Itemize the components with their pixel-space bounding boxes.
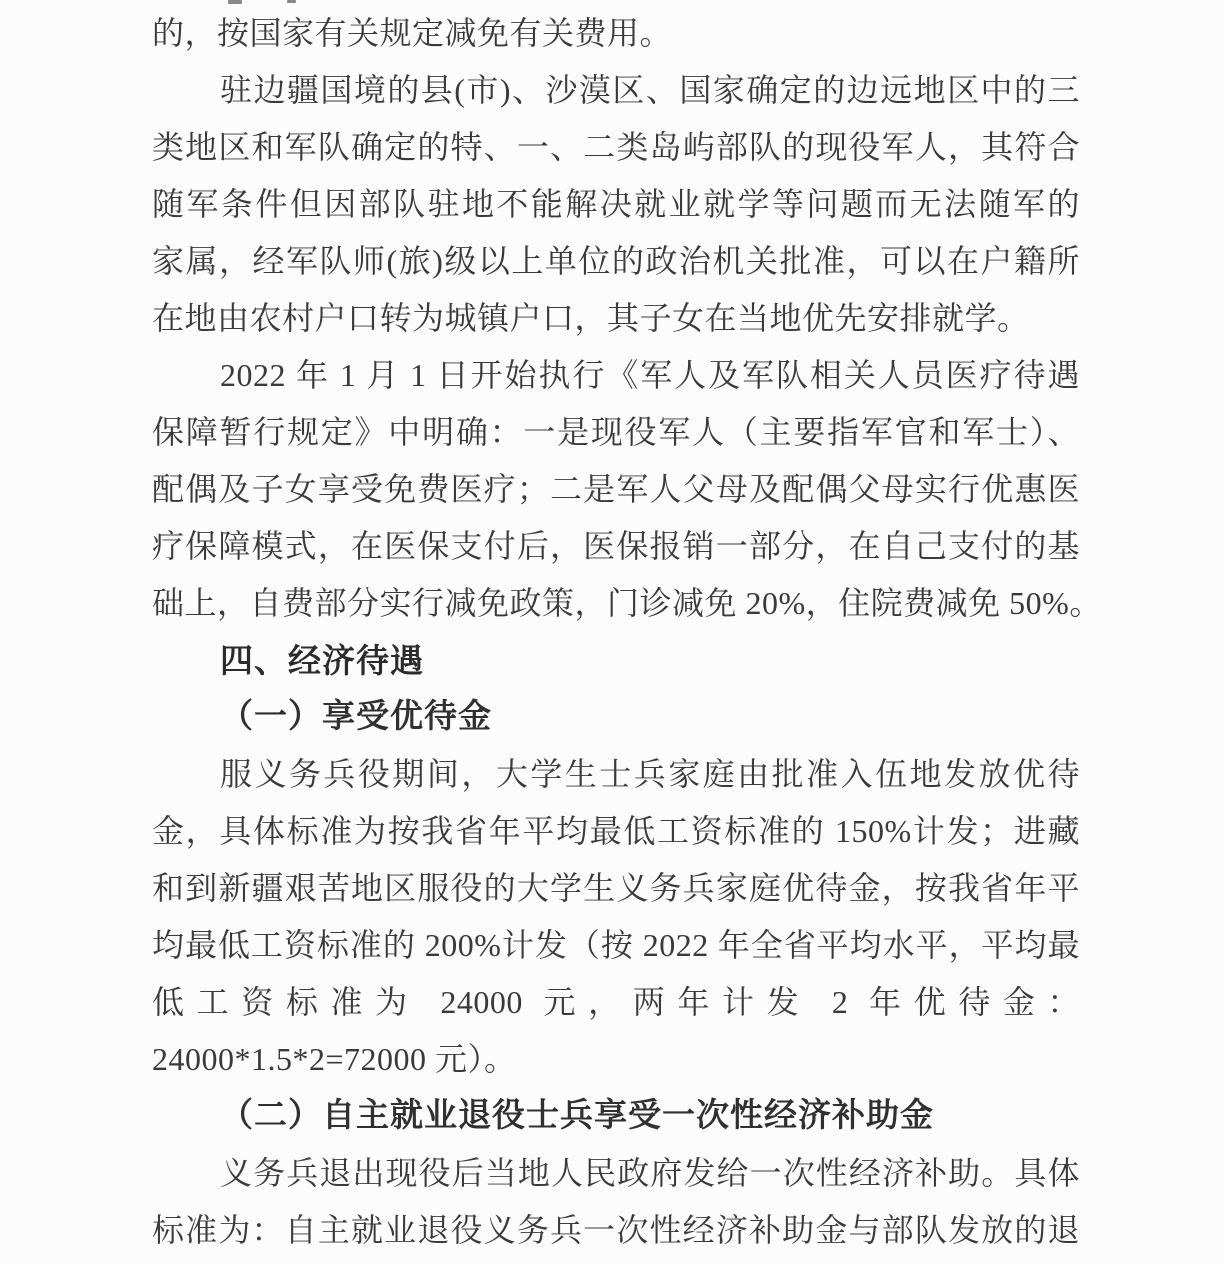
body-line: 家属，经军队师(旅)级以上单位的政治机关批准，可以在户籍所 (152, 243, 1080, 279)
document-text-block (152, 5, 1102, 1259)
body-line: 在地由农村户口转为城镇户口，其子女在当地优先安排就学。 (152, 300, 1030, 336)
body-line: 随军条件但因部队驻地不能解决就业就学等问题而无法随军的 (152, 186, 1080, 222)
body-line: 疗保障模式，在医保支付后，医保报销一部分，在自己支付的基 (152, 528, 1080, 564)
body-line: 低工资标准为 24000 元，两年计发 2 年优待金： (152, 984, 1080, 1020)
body-line: 配偶及子女享受免费医疗；二是军人父母及配偶父母实行优惠医 (152, 471, 1080, 507)
body-line: 义务兵退出现役后当地人民政府发给一次性经济补助。具体 (220, 1155, 1080, 1191)
body-line: 标准为：自主就业退役义务兵一次性经济补助金与部队发放的退 (152, 1212, 1080, 1248)
body-line: 2022 年 1 月 1 日开始执行《军人及军队相关人员医疗待遇 (220, 357, 1080, 393)
section-heading: 四、经济待遇 (220, 642, 424, 679)
clipped-glyph-fragment (287, 0, 296, 3)
body-line: 保障暂行规定》中明确：一是现役军人（主要指军官和军士）、 (152, 414, 1080, 450)
body-line: 均最低工资标准的 200%计发（按 2022 年全省平均水平，平均最 (152, 927, 1080, 963)
body-line: 类地区和军队确定的特、一、二类岛屿部队的现役军人，其符合 (152, 129, 1080, 165)
clipped-glyph-fragment (228, 0, 242, 4)
subsection-heading: （二）自主就业退役士兵享受一次性经济补助金 (220, 1098, 934, 1134)
body-line: 础上，自费部分实行减免政策，门诊减免 20%，住院费减免 50%。 (152, 585, 1102, 621)
body-line: 24000*1.5*2=72000 元）。 (152, 1041, 517, 1077)
subsection-heading: （一）享受优待金 (220, 699, 492, 735)
body-line: 的，按国家有关规定减免有关费用。 (152, 15, 673, 51)
body-line: 金，具体标准为按我省年平均最低工资标准的 150%计发；进藏 (152, 813, 1080, 849)
body-line: 和到新疆艰苦地区服役的大学生义务兵家庭优待金，按我省年平 (152, 870, 1080, 906)
body-line: 服义务兵役期间，大学生士兵家庭由批准入伍地发放优待 (220, 756, 1080, 792)
body-line: 驻边疆国境的县(市)、沙漠区、国家确定的边远地区中的三 (220, 72, 1080, 108)
